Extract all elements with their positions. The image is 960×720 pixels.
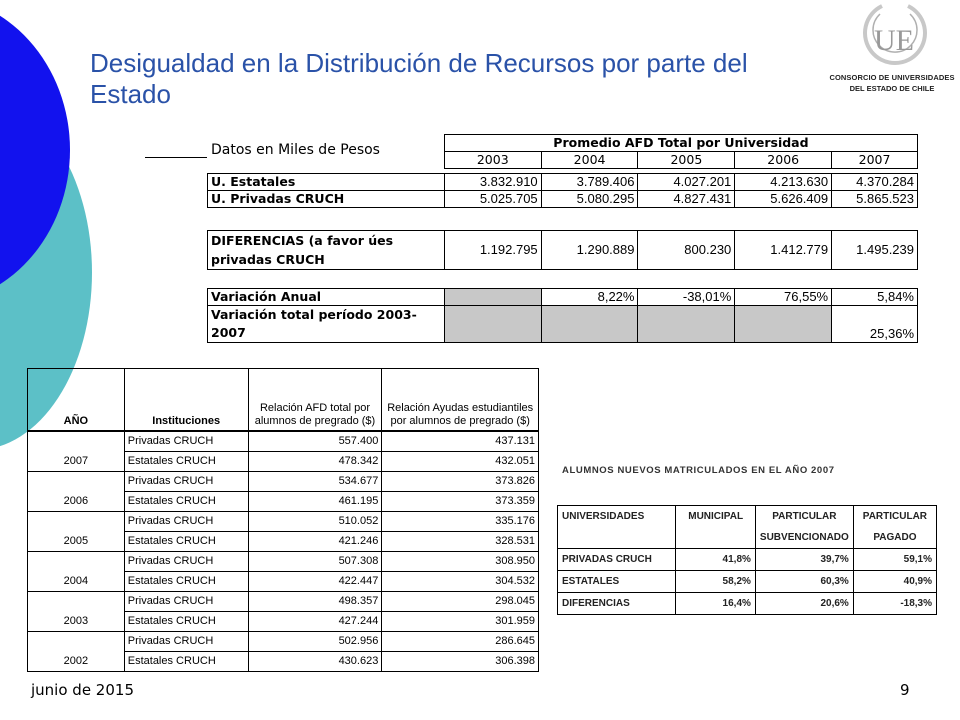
logo-line1: CONSORCIO DE UNIVERSIDADES [829,73,955,82]
logo-initials: UE [874,24,914,57]
page-number: 9 [900,681,910,699]
table-row: Estatales CRUCH 461.195 373.359 [28,491,539,511]
logo-line2: DEL ESTADO DE CHILE [849,84,935,93]
table-row: 2007 Privadas CRUCH 557.400 437.131 [28,431,539,452]
afd-promedio-table [207,134,918,343]
matriculados-table: UNIVERSIDADES MUNICIPAL PARTICULAR PARTICULAR SUBVENCIONADO PAGADO PRIVADAS CRUCH 41,8% 39,7% 59,1% ESTATALES 58,2% 60,3% 40,9% DIFERENCIAS 16,4% 20,6% -18,3% [557,505,937,615]
table-row: U. Privadas CRUCH 5.025.705 5.080.295 4.827.431 5.626.409 5.865.523 [208,191,918,208]
footer-date: junio de 2015 [31,681,134,699]
table-row: 2006 Privadas CRUCH 534.677 373.826 [28,471,539,491]
units-label: Datos en Miles de Pesos [211,142,380,158]
col-part-sub: PARTICULAR [755,506,853,528]
variacion-anual-row: Variación Anual 8,22% -38,01% 76,55% 5,84% [208,289,918,306]
col-afd: Relación AFD total por alumnos de pregrado ($) [248,369,382,431]
table-row: Estatales CRUCH 421.246 328.531 [28,531,539,551]
table-row: ESTATALES 58,2% 60,3% 40,9% [558,571,937,593]
col-instituciones: Instituciones [124,369,248,431]
col-part-pag: PARTICULAR [853,506,936,528]
table-row: DIFERENCIAS 16,4% 20,6% -18,3% [558,593,937,615]
diferencias-row: DIFERENCIAS (a favor úes privadas CRUCH 1.192.795 1.290.889 800.230 1.412.779 1.495.239 [208,231,918,270]
table-row: U. Estatales 3.832.910 3.789.406 4.027.201 4.213.630 4.370.284 [208,174,918,191]
units-underline [145,157,207,158]
year-header: 2004 [541,152,638,169]
year-header: 2006 [735,152,832,169]
table-row: 2005 Privadas CRUCH 510.052 335.176 [28,511,539,531]
col-anio: AÑO [28,369,125,431]
table-row: 2002 Privadas CRUCH 502.956 286.645 [28,631,539,651]
slide-title: Desigualdad en la Distribución de Recursos por parte del Estado [90,48,748,109]
table-row: Estatales CRUCH 478.342 432.051 [28,451,539,471]
col-ayudas: Relación Ayudas estudiantiles por alumnos de pregrado ($) [382,369,539,431]
year-header: 2007 [832,152,918,169]
year-header: 2005 [638,152,735,169]
year-header: 2003 [444,152,541,169]
table-row: PRIVADAS CRUCH 41,8% 39,7% 59,1% [558,549,937,571]
variacion-total-row: Variación total período 2003- 2007 25,36% [208,306,918,343]
matriculados-caption: ALUMNOS NUEVOS MATRICULADOS EN EL AÑO 2007 [562,465,835,476]
table-row: Estatales CRUCH 430.623 306.398 [28,651,539,671]
table-row: 2003 Privadas CRUCH 498.357 298.045 [28,591,539,611]
col-municipal: MUNICIPAL [676,506,756,549]
relacion-alumnos-table [27,368,539,672]
table-row: 2004 Privadas CRUCH 507.308 308.950 [28,551,539,571]
table-row: Estatales CRUCH 427.244 301.959 [28,611,539,631]
table-row: Estatales CRUCH 422.447 304.532 [28,571,539,591]
col-universidades: UNIVERSIDADES [558,506,676,549]
afd-header: Promedio AFD Total por Universidad [444,135,917,152]
